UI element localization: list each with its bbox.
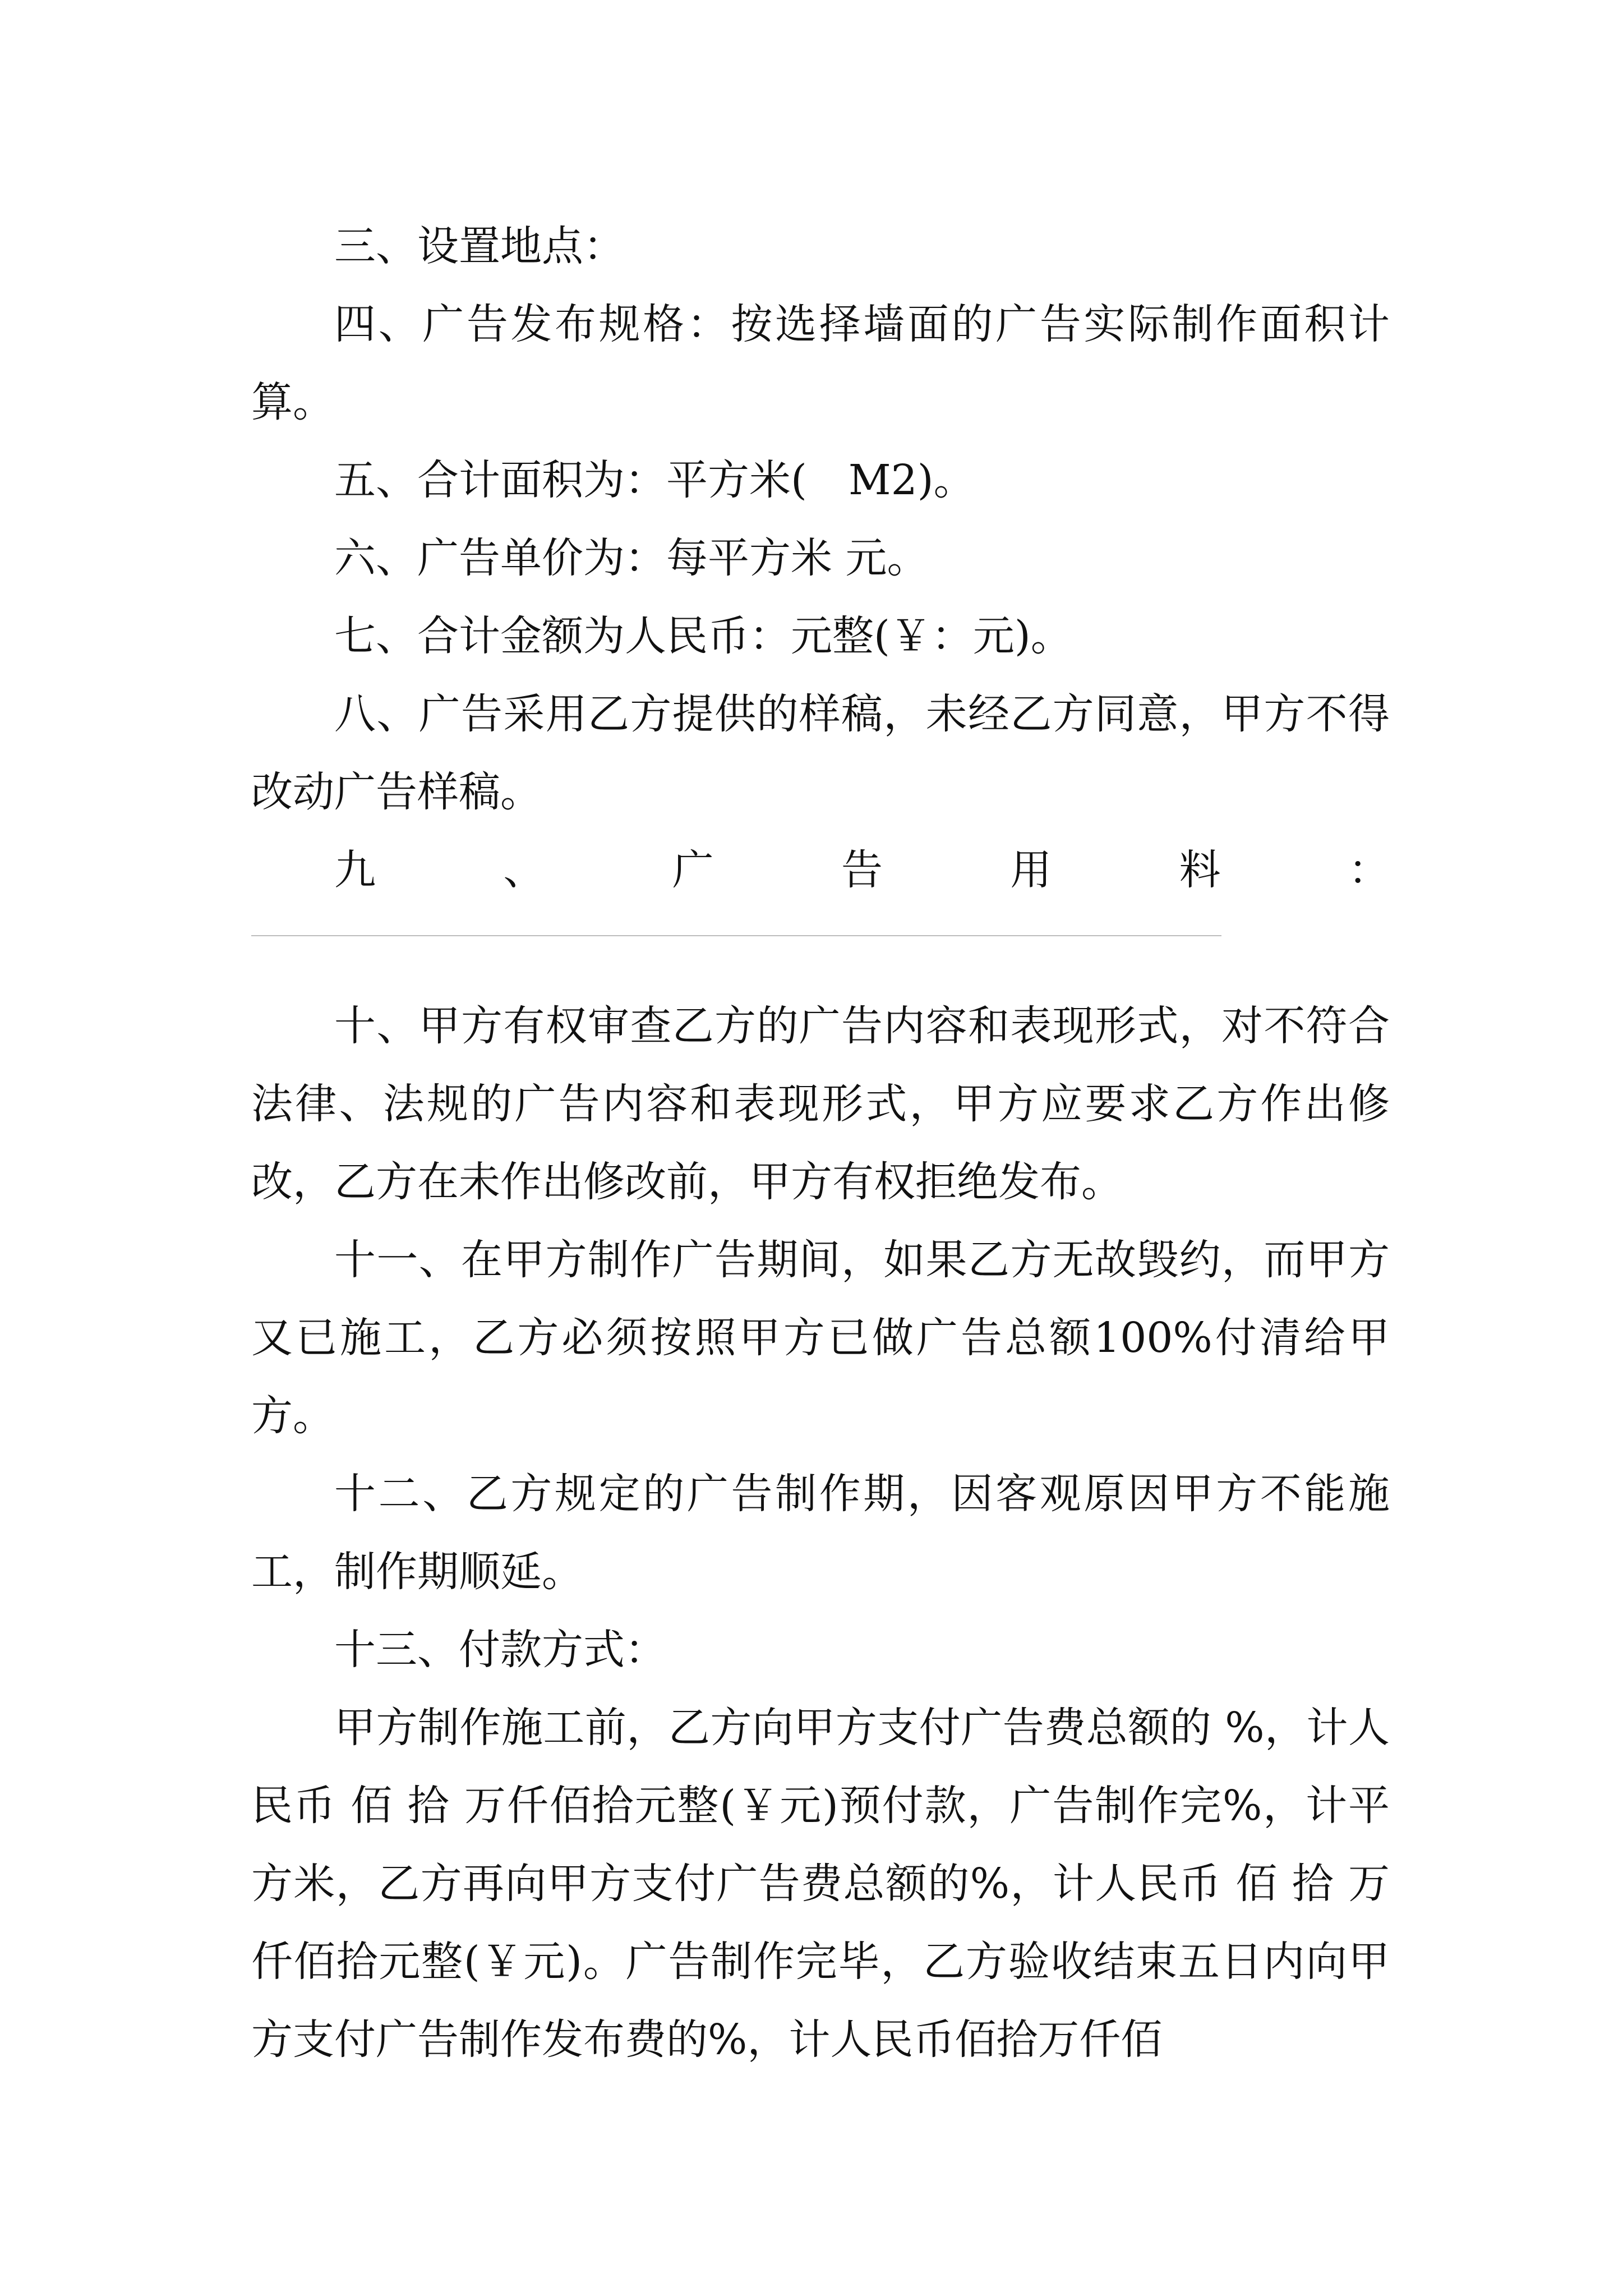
clause-13-payment-method: 十三、付款方式：: [334, 1626, 666, 1674]
clause-4-specification: 四、广告发布规格：按选择墙面的广告实际制作面积计算。: [251, 300, 1390, 426]
payment-details: 甲方制作施工前，乙方向甲方支付广告费总额的 %，计人民币 佰 拾 万仟佰拾元整(￥元)预付款，广告制作完%，计平方米，乙方再向甲方支付广告费总额的%，计人民币 佰 拾 万仟佰拾元整(￥元)。广告制作完毕，乙方验收结束五日内向甲方支付广告制作发布费的%，计人民币佰拾万仟佰: [251, 1704, 1390, 2064]
clause-10-review-rights: 十、甲方有权审查乙方的广告内容和表现形式，对不符合法律、法规的广告内容和表现形式，甲方应要求乙方作出修改，乙方在未作出修改前，甲方有权拒绝发布。: [251, 1002, 1390, 1206]
blank-fill-line: [251, 909, 1390, 987]
clause-6-unit-price: 六、广告单价为：每平方米 元。: [334, 534, 929, 582]
document-body: [251, 208, 1390, 2079]
clause-7-total-amount: 七、合计金额为人民币：元整(￥：元)。: [334, 612, 1072, 660]
clause-3-location: 三、设置地点：: [334, 222, 625, 270]
clause-11-breach: 十一、在甲方制作广告期间，如果乙方无故毁约，而甲方又已施工，乙方必须按照甲方已做广告总额100%付清给甲方。: [251, 1236, 1390, 1440]
clause-5-total-area: 五、合计面积为：平方米( M2)。: [334, 456, 975, 504]
clause-12-production-period: 十二、乙方规定的广告制作期，因客观原因甲方不能施工，制作期顺延。: [251, 1470, 1390, 1596]
clause-9-materials: 九、广告用料：: [334, 846, 1390, 894]
clause-8-sample-draft: 八、广告采用乙方提供的样稿，未经乙方同意，甲方不得改动广告样稿。: [251, 690, 1390, 816]
